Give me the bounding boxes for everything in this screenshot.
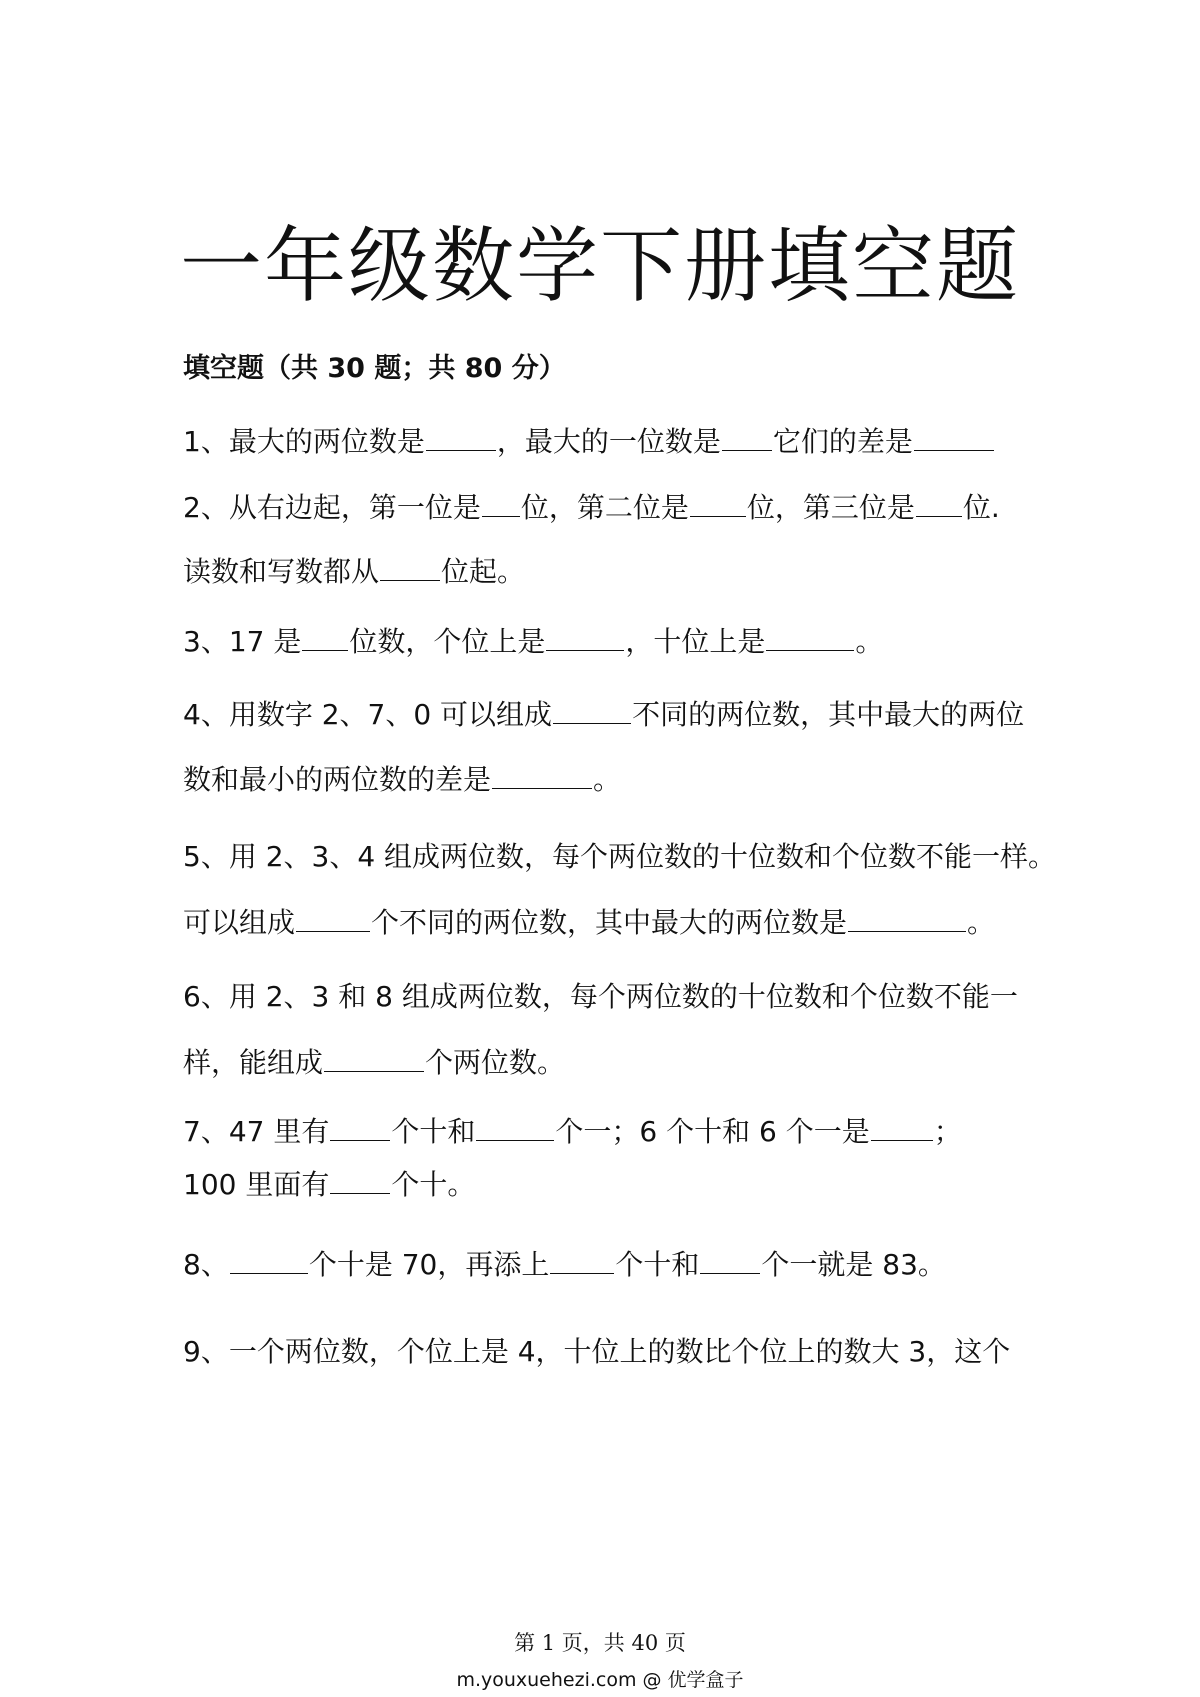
question-text: 数和最小的两位数的差是: [183, 763, 492, 796]
question-text: 位.: [962, 491, 1000, 524]
answer-blank[interactable]: [550, 1245, 614, 1274]
answer-blank[interactable]: [553, 695, 631, 724]
answer-blank[interactable]: [230, 1245, 308, 1274]
question-text: 个一就是 83。: [761, 1248, 946, 1281]
question-6-line-1: [183, 980, 1018, 1014]
question-text: 。: [593, 763, 622, 796]
question-7-line-2: [183, 1165, 475, 1202]
answer-blank[interactable]: [330, 1165, 390, 1194]
answer-blank[interactable]: [302, 622, 348, 651]
question-text: 个不同的两位数，其中最大的两位数是: [371, 906, 848, 939]
site-watermark: m.youxuehezi.com @ 优学盒子: [456, 1669, 744, 1691]
answer-blank[interactable]: [766, 622, 854, 651]
answer-blank[interactable]: [330, 1112, 390, 1141]
question-text: 可以组成: [183, 906, 296, 939]
question-text: 样，能组成: [183, 1046, 324, 1079]
question-2-line-1: [183, 488, 1000, 525]
question-text: 它们的差是: [772, 425, 913, 458]
question-text: 位，第三位是: [746, 491, 915, 524]
answer-blank[interactable]: [476, 1112, 554, 1141]
question-text: 5、用 2、3、4 组成两位数，每个两位数的十位数和个位数不能一样。: [183, 840, 1057, 873]
question-text: 个两位数。: [425, 1046, 566, 1079]
question-8-line-1: [183, 1245, 946, 1282]
question-text: 个十和: [391, 1115, 476, 1148]
question-text: 位，第二位是: [520, 491, 689, 524]
answer-blank[interactable]: [426, 422, 496, 451]
question-text: 8、: [183, 1248, 229, 1281]
answer-blank[interactable]: [690, 488, 746, 517]
answer-blank[interactable]: [296, 903, 370, 932]
question-7-line-1: [183, 1112, 962, 1149]
question-text: 。: [855, 625, 884, 658]
answer-blank[interactable]: [722, 422, 772, 451]
question-text: 6、用 2、3 和 8 组成两位数，每个两位数的十位数和个位数不能一: [183, 980, 1018, 1013]
page-number: 第 1 页，共 40 页: [514, 1631, 686, 1655]
question-text: 个一；6 个十和 6 个一是: [555, 1115, 870, 1148]
question-text: 1、最大的两位数是: [183, 425, 425, 458]
answer-blank[interactable]: [871, 1112, 933, 1141]
answer-blank[interactable]: [380, 552, 440, 581]
question-4-line-1: [183, 695, 1024, 732]
document-title: 一年级数学下册填空题: [179, 219, 1020, 314]
question-text: 100 里面有: [183, 1168, 330, 1201]
question-text: 不同的两位数，其中最大的两位: [632, 698, 1025, 731]
section-heading: 填空题（共 30 题；共 80 分）: [183, 353, 566, 384]
question-text: 个十是 70，再添上: [308, 1248, 550, 1281]
question-text: 位起。: [441, 555, 526, 588]
question-4-line-2: [183, 760, 621, 797]
question-5-line-1: [183, 840, 1056, 874]
question-text: 位数，个位上是: [349, 625, 546, 658]
question-text: 读数和写数都从: [183, 555, 380, 588]
answer-blank[interactable]: [914, 422, 994, 451]
question-5-line-2: [183, 903, 995, 940]
answer-blank[interactable]: [324, 1043, 424, 1072]
question-text: 4、用数字 2、7、0 可以组成: [183, 698, 553, 731]
question-text: 3、17 是: [183, 625, 302, 658]
question-6-line-2: [183, 1043, 565, 1080]
question-text: 个十。: [391, 1168, 476, 1201]
question-text: 个十和: [615, 1248, 700, 1281]
answer-blank[interactable]: [546, 622, 624, 651]
question-3-line-1: [183, 622, 883, 659]
answer-blank[interactable]: [916, 488, 962, 517]
question-text: ；: [933, 1115, 962, 1148]
question-2-line-2: [183, 552, 525, 589]
question-text: 7、47 里有: [183, 1115, 330, 1148]
answer-blank[interactable]: [482, 488, 520, 517]
question-text: 2、从右边起，第一位是: [183, 491, 481, 524]
answer-blank[interactable]: [848, 903, 966, 932]
answer-blank[interactable]: [700, 1245, 760, 1274]
question-text: 。: [967, 906, 996, 939]
answer-blank[interactable]: [492, 760, 592, 789]
question-text: ，十位上是: [625, 625, 766, 658]
question-text: 9、一个两位数，个位上是 4，十位上的数比个位上的数大 3，这个: [183, 1335, 1011, 1368]
question-9-line-1: [183, 1335, 1010, 1369]
question-text: ，最大的一位数是: [496, 425, 721, 458]
question-1-line-1: [183, 422, 995, 459]
